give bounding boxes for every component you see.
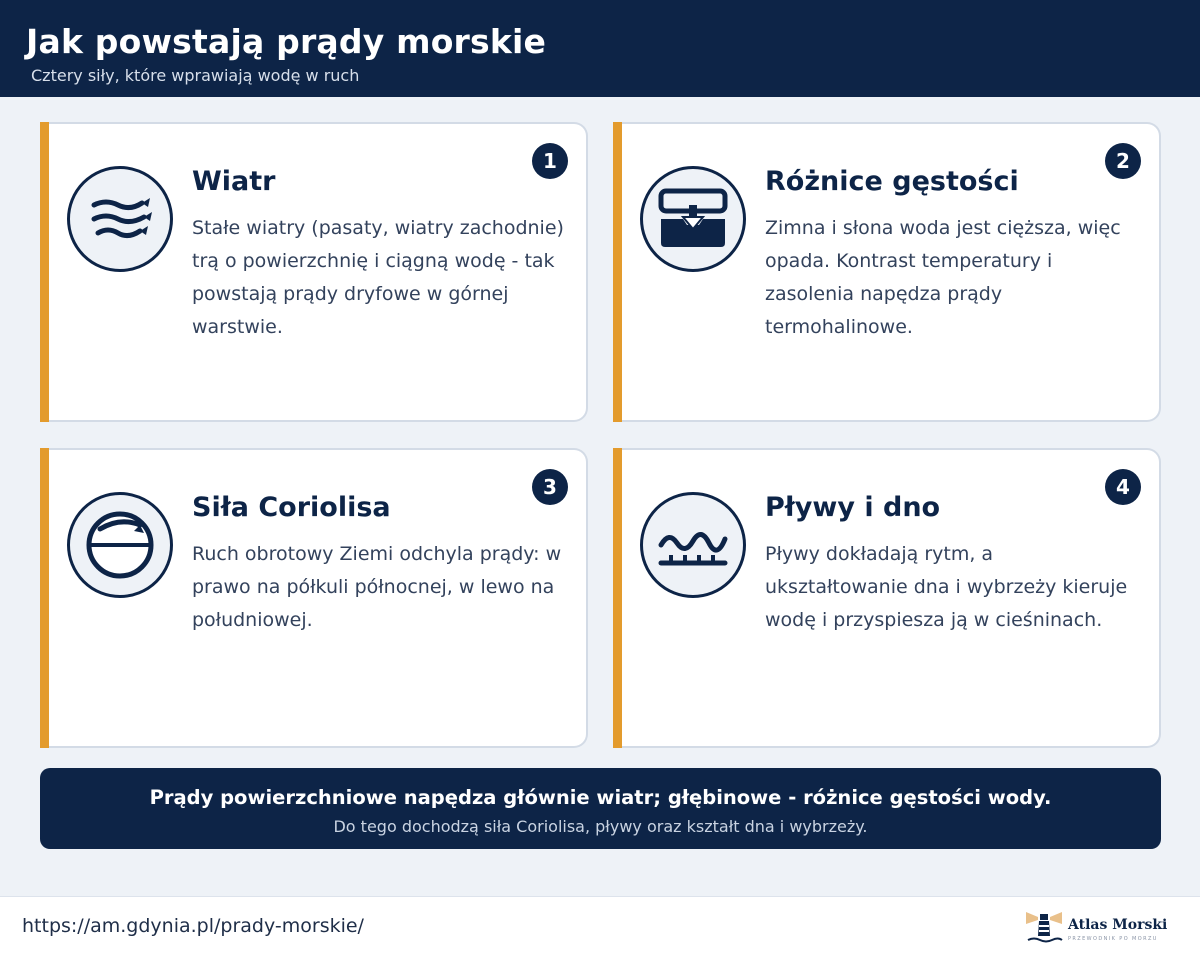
card-accent-bar xyxy=(613,122,622,422)
card-text: Stałe wiatry (pasaty, wiatry zachodnie) trą o powierzchnię i ciągną wodę - tak powstają prądy dryfowe w górnej warstwie. xyxy=(192,217,564,338)
header xyxy=(0,0,1200,97)
card-number: 3 xyxy=(532,469,568,505)
summary-box xyxy=(40,768,1161,849)
tide-icon xyxy=(640,492,746,598)
logo-name: Atlas Morski xyxy=(1068,917,1168,933)
globe-icon xyxy=(67,492,173,598)
card-coriolis xyxy=(40,448,588,748)
page-subtitle: Cztery siły, które wprawiają wodę w ruch xyxy=(31,66,360,85)
source-url[interactable]: https://am.gdynia.pl/prady-morskie/ xyxy=(22,915,364,937)
footer xyxy=(0,896,1200,960)
summary-main: Prądy powierzchniowe napędza głównie wiatr; głębinowe - różnice gęstości wody. xyxy=(149,786,1052,809)
card-title: Wiatr xyxy=(192,166,276,197)
logo xyxy=(1024,910,1174,950)
card-accent-bar xyxy=(40,122,49,422)
card-density xyxy=(613,122,1161,422)
card-wind xyxy=(40,122,588,422)
card-accent-bar xyxy=(40,448,49,748)
wind-icon xyxy=(67,166,173,272)
logo-tagline: PRZEWODNIK PO MORZU xyxy=(1068,936,1158,942)
card-tides xyxy=(613,448,1161,748)
card-title: Siła Coriolisa xyxy=(192,492,391,523)
card-title: Różnice gęstości xyxy=(765,166,1019,197)
card-number: 1 xyxy=(532,143,568,179)
lighthouse-icon xyxy=(1024,910,1064,946)
card-title: Pływy i dno xyxy=(765,492,941,523)
card-number: 4 xyxy=(1105,469,1141,505)
density-icon xyxy=(640,166,746,272)
page-title: Jak powstają prądy morskie xyxy=(26,22,547,61)
card-number: 2 xyxy=(1105,143,1141,179)
summary-sub: Do tego dochodzą siła Coriolisa, pływy oraz kształt dna i wybrzeży. xyxy=(333,817,868,836)
card-text: Pływy dokładają rytm, a ukształtowanie dna i wybrzeży kieruje wodę i przyspiesza ją w cieśninach. xyxy=(765,543,1128,631)
card-accent-bar xyxy=(613,448,622,748)
card-text: Zimna i słona woda jest cięższa, więc opada. Kontrast temperatury i zasolenia napędza prądy termohalinowe. xyxy=(765,217,1121,338)
card-text: Ruch obrotowy Ziemi odchyla prądy: w prawo na półkuli północnej, w lewo na południowej. xyxy=(192,543,562,631)
